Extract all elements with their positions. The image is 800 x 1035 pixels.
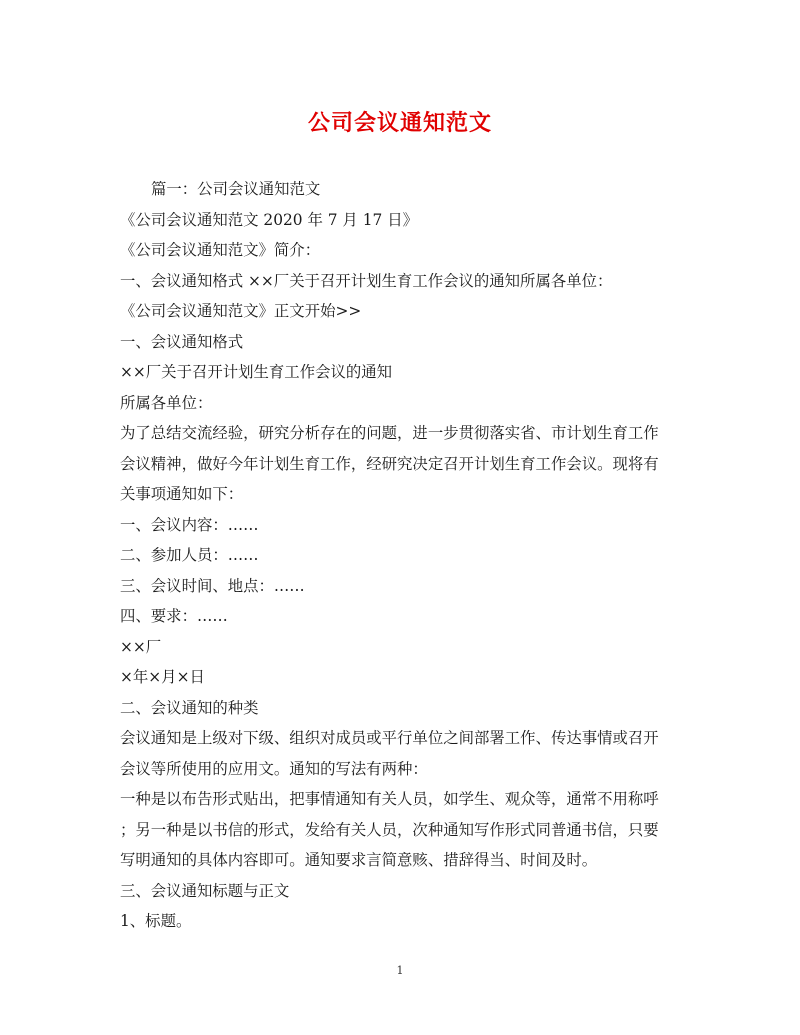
text-line: 《公司会议通知范文 2020 年 7 月 17 日》 (120, 210, 418, 229)
text-line: 三、会议通知标题与正文 (120, 881, 290, 900)
text-line: 写明通知的具体内容即可。通知要求言简意赅、措辞得当、时间及时。 (120, 851, 598, 869)
text-line: 二、会议通知的种类 (120, 698, 259, 717)
text-line: 《公司会议通知范文》正文开始>> (120, 302, 362, 320)
text-line: ××厂关于召开计划生育工作会议的通知 (120, 363, 393, 381)
text-line: 关事项通知如下： (120, 485, 244, 503)
text-line: 一、会议通知格式 ××厂关于召开计划生育工作会议的通知所属各单位： (120, 271, 613, 290)
document-title: 公司会议通知范文 (307, 110, 492, 136)
text-line: 1、标题。 (120, 912, 192, 930)
text-line: 《公司会议通知范文》简介： (120, 241, 321, 259)
text-line: 会议通知是上级对下级、组织对成员或平行单位之间部署工作、传达事情或召开 (120, 729, 659, 747)
text-line: ；另一种是以书信的形式，发给有关人员，次种通知写作形式同普通书信，只要 (120, 820, 659, 839)
text-line: 三、会议时间、地点：…… (120, 576, 305, 595)
text-line: 一、会议通知格式 (120, 332, 244, 351)
page-number: 1 (396, 964, 404, 977)
document-body (120, 174, 680, 937)
text-line: 二、参加人员：…… (120, 546, 259, 564)
text-line: 会议精神，做好今年计划生育工作，经研究决定召开计划生育工作会议。现将有 (120, 454, 659, 473)
text-line: 一种是以布告形式贴出，把事情通知有关人员，如学生、观众等，通常不用称呼 (120, 790, 659, 808)
section-heading: 篇一：公司会议通知范文 (151, 180, 321, 198)
text-line: 会议等所使用的应用文。通知的写法有两种： (120, 759, 428, 778)
text-line: 一、会议内容：…… (120, 515, 259, 534)
text-line: 所属各单位： (120, 393, 213, 412)
text-line: ××厂 (120, 637, 162, 656)
text-line: ×年×月×日 (120, 668, 205, 686)
text-line: 为了总结交流经验，研究分析存在的问题，进一步贯彻落实省、市计划生育工作 (120, 424, 659, 442)
text-line: 四、要求：…… (120, 607, 228, 625)
